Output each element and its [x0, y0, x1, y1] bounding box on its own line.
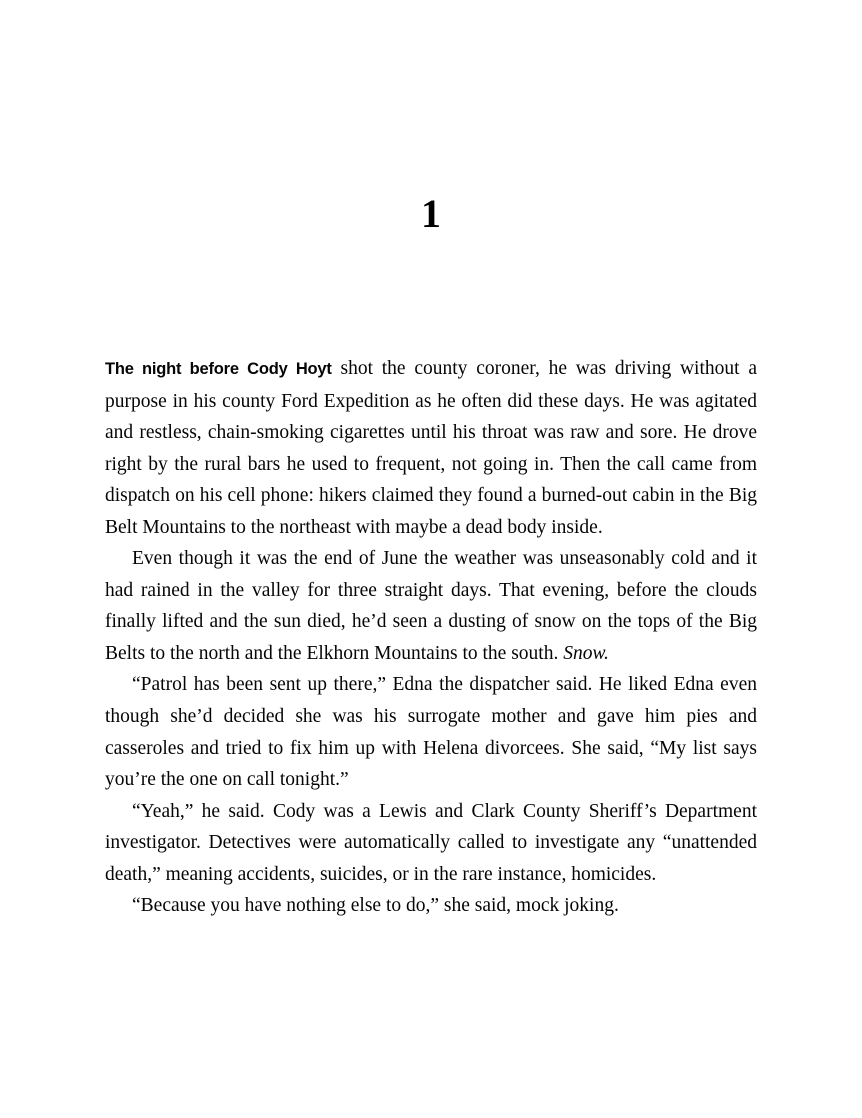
chapter-number: 1	[421, 191, 441, 236]
paragraph	[105, 890, 757, 922]
body-text: “Yeah,” he said. Cody was a Lewis and Clark County Sheriff’s Department investigator. Detectives were automatically called to investigate any “unattended death,” meaning accidents, suicides, or in the rare instance, homicides.	[105, 800, 757, 885]
paragraph	[105, 543, 757, 669]
body-text: “Patrol has been sent up there,” Edna the dispatcher said. He liked Edna even though she’d decided she was his surrogate mother and gave him pies and casseroles and tried to fix him up with Helena divorcees. She said, “My list says you’re the one on call tonight.”	[105, 674, 757, 791]
paragraph	[105, 796, 757, 891]
body-text: shot the county coroner, he was driving without a purpose in his county Ford Expedition as he often did these days. He was agitated and restless, chain-smoking cigarettes until his throat was raw and sore. He drove right by the rural bars he used to frequent, not going in. Then the call came from dispatch on his cell phone: hikers claimed they found a burned-out cabin in the Big Belt Mountains to the northeast with maybe a dead body inside.	[105, 358, 757, 538]
italic-text: Snow.	[563, 642, 609, 664]
body-text: Even though it was the end of June the weather was unseasonably cold and it had rained in the valley for three straight days. That evening, before the clouds finally lifted and the sun died, he’d seen a dusting of snow on the tops of the Big Belts to the north and the Elkhorn Mountains to the south.	[105, 548, 757, 664]
paragraph	[105, 353, 757, 543]
paragraph	[105, 669, 757, 795]
lead-in-text: The night before Cody Hoyt	[105, 360, 332, 378]
page-text	[105, 353, 757, 922]
body-text: “Because you have nothing else to do,” she said, mock joking.	[132, 895, 619, 917]
